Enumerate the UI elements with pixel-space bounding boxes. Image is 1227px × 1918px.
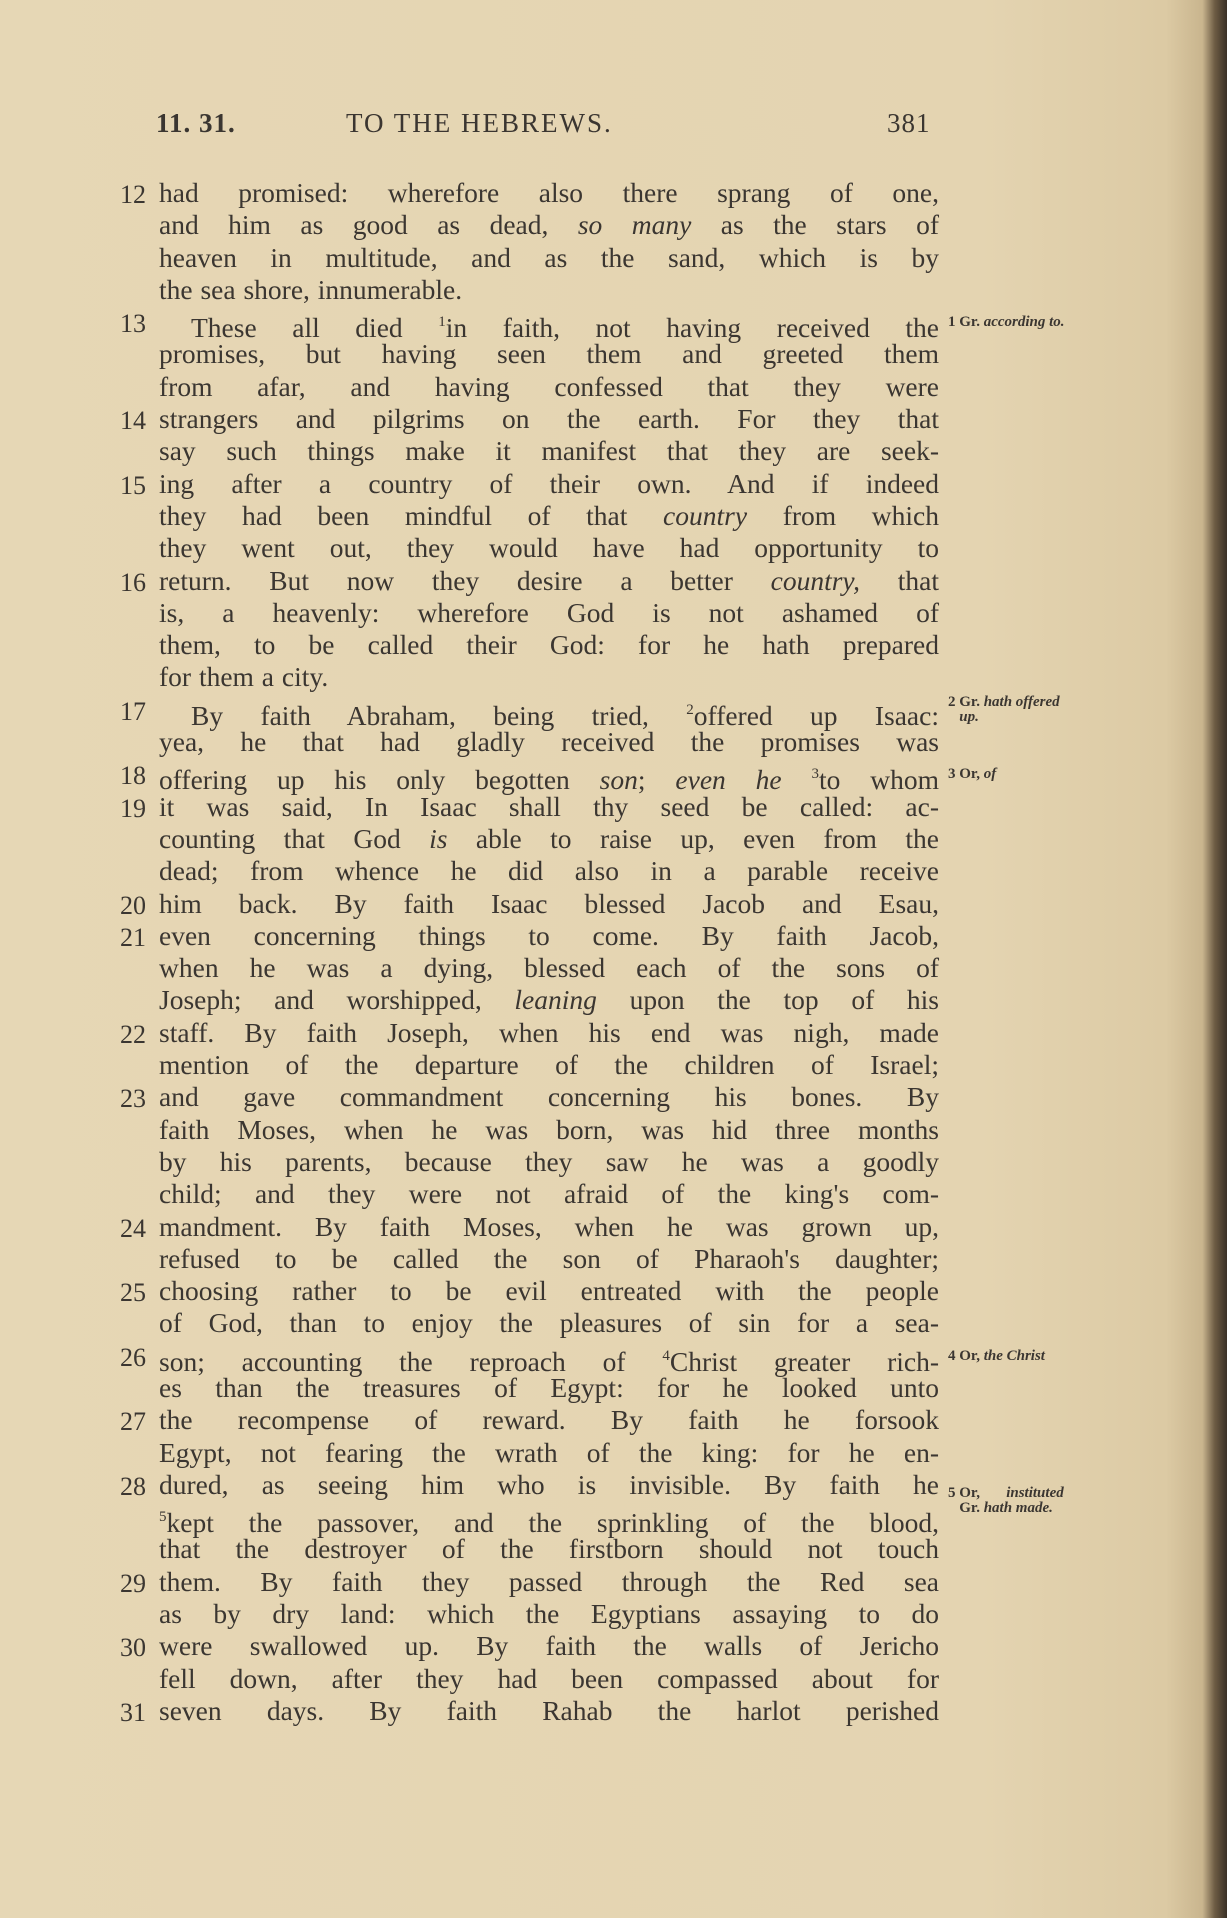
text-segment: it was said, In Isaac shall thy seed be called: ac- [159,790,939,822]
margin-note-text: according to. [983,314,1065,331]
line-text [159,243,939,273]
text-segment: Egypt, not fearing the wrath of the king: for he en- [159,1436,939,1468]
text-line [0,564,1227,596]
line-text [159,792,939,822]
text-segment: ing after a country of their own. And if indeed [159,467,939,499]
text-segment: were swallowed up. By faith the walls of Jericho [159,1630,939,1662]
text-line [0,176,1227,208]
text-segment: upon the top of his [596,984,939,1016]
text-line [0,1339,1227,1377]
line-text [159,1631,939,1661]
line-text [159,824,939,854]
line-text [159,1212,939,1242]
text-segment: to whom [819,764,940,796]
text-segment: child; and they were not afraid of the king's com- [159,1178,939,1210]
line-text [159,1567,939,1597]
line-text [159,856,939,886]
line-text [159,533,939,563]
text-segment: offering up his only begotten [159,764,600,796]
text-line [0,1468,1227,1516]
margin-note-text: the Christ [983,1347,1045,1364]
text-line [0,725,1227,757]
italic-text: leaning [514,984,597,1016]
line-text [159,1244,939,1274]
verse-number: 19 [120,793,146,823]
text-line [0,628,1227,660]
italic-text: country [663,499,748,531]
text-line [0,1565,1227,1597]
text-line [0,370,1227,402]
text-line [0,402,1227,434]
verse-number: 25 [120,1278,146,1308]
line-text [159,1599,939,1629]
line-text [159,598,939,628]
text-line [0,273,1227,305]
text-segment: fell down, after they had been compassed about for [159,1662,939,1694]
line-text [159,275,939,305]
line-text [159,1018,939,1048]
text-line [0,208,1227,240]
line-text [159,1147,939,1177]
footnote-marker: 2 [686,701,694,718]
text-segment: in faith, not having received the [445,312,939,344]
verse-number: 14 [120,406,146,436]
text-segment: es than the treasures of Egypt: for he looked unto [159,1371,939,1403]
line-text [159,953,939,983]
line-text [159,1534,939,1564]
text-segment: faith Moses, when he was born, was hid three months [159,1113,939,1145]
text-line [0,1113,1227,1145]
text-line [0,693,1227,731]
text-segment: refused to be called the son of Pharaoh's daughter; [159,1242,939,1274]
text-line [0,241,1227,273]
verse-number: 29 [120,1568,146,1598]
text-segment: by his parents, because they saw he was a goodly [159,1145,939,1177]
text-segment: promises, but having seen them and greeted them [159,338,939,370]
text-line [0,790,1227,822]
margin-note-text: 5 Or, [948,1484,1007,1501]
line-text [159,1050,939,1080]
text-line [0,1274,1227,1306]
text-line [0,1500,1227,1539]
text-segment: yea, he that had gladly received the promises was [159,726,939,758]
text-line [0,1080,1227,1112]
line-text [159,1308,939,1338]
line-text [159,1115,939,1145]
text-segment: that [860,564,939,596]
verse-number: 22 [120,1019,146,1049]
text-line [0,531,1227,563]
verse-number: 21 [120,922,146,952]
text-segment: staff. By faith Joseph, when his end was nigh, made [159,1016,939,1048]
line-text [159,1082,939,1112]
text-segment: say such things make it manifest that they are seek- [159,435,939,467]
verse-number: 20 [120,890,146,920]
line-text [159,1664,939,1694]
line-text [159,1438,939,1468]
text-segment: is, a heavenly: wherefore God is not ashamed of [159,596,939,628]
line-text [159,1179,939,1209]
line-text [159,404,939,434]
text-segment: when he was a dying, blessed each of the sons of [159,952,939,984]
line-text [159,469,939,499]
text-line [0,1371,1227,1403]
text-line [0,1662,1227,1694]
chapter-verse-reference: 11. 31. [156,108,236,138]
text-segment: By faith Abraham, being tried, [191,699,687,731]
text-segment: him back. By faith Isaac blessed Jacob and Esau, [159,887,939,919]
text-segment: mandment. By faith Moses, when he was grown up, [159,1210,939,1242]
text-segment: them. By faith they passed through the Red sea [159,1565,939,1597]
verse-number: 26 [120,1342,146,1372]
verse-number: 16 [120,567,146,597]
margin-note-text: hath offered up. [959,693,1060,725]
text-segment: ; [637,764,676,796]
text-segment: dured, as seeing him who is invisible. By faith he [159,1468,939,1500]
verse-number: 13 [120,309,146,339]
line-text [159,339,939,369]
text-segment: Joseph; and worshipped, [159,984,515,1016]
line-text [159,436,939,466]
text-line [0,1145,1227,1177]
text-line [0,854,1227,886]
text-segment: and him as good as dead, [159,209,578,241]
line-text [159,889,939,919]
text-segment: able to raise up, even from the [447,822,939,854]
line-text [159,1373,939,1403]
footnote-marker: 1 [438,314,446,331]
footnote-marker: 5 [159,1509,167,1526]
text-line [0,305,1227,344]
verse-number: 28 [120,1471,146,1501]
text-segment: dead; from whence he did also in a parable receive [159,855,939,887]
body-text [0,176,1227,1726]
text-segment: seven days. By faith Rahab the harlot perished [159,1694,939,1726]
text-line [0,887,1227,919]
verse-number: 30 [120,1633,146,1663]
line-text [159,1405,939,1435]
text-line [0,660,1227,692]
text-segment: the sea shore, innumerable. [159,273,463,305]
margin-note [948,1349,1128,1364]
text-segment: even concerning things to come. By faith Jacob, [159,919,939,951]
text-line [0,919,1227,951]
italic-text: even he [675,764,782,796]
text-line [0,1532,1227,1564]
line-text [159,662,939,692]
text-segment: they went out, they would have had opportunity to [159,532,939,564]
italic-text: country, [770,564,860,596]
margin-note-text: instituted [1006,1484,1064,1501]
text-segment: as by dry land: which the Egyptians assaying to do [159,1598,939,1630]
margin-note-text: 3 Or, [948,766,984,783]
line-text [159,985,939,1015]
line-text [159,1276,939,1306]
text-line [0,1694,1227,1726]
text-line [0,596,1227,628]
verse-number: 17 [120,696,146,726]
text-segment: from afar, and having confessed that they were [159,370,939,402]
text-segment: of God, than to enjoy the pleasures of sin for a sea- [159,1307,939,1339]
text-segment: them, to be called their God: for he hath prepared [159,629,939,661]
text-line [0,1306,1227,1338]
italic-text: is [429,822,448,854]
margin-note-text: 4 Or, [948,1347,984,1364]
line-text [159,727,939,757]
text-line [0,822,1227,854]
footnote-marker: 4 [662,1347,670,1364]
text-segment: counting that God [159,822,430,854]
line-text [159,630,939,660]
text-line [0,337,1227,369]
line-text [159,566,939,596]
text-segment: kept the passover, and the sprinkling of the blood, [166,1507,939,1539]
line-text [159,210,939,240]
line-text [159,501,939,531]
text-line [0,1242,1227,1274]
margin-note-text: 1 Gr. [948,314,984,331]
line-text [159,372,939,402]
text-segment: offered up Isaac: [693,699,939,731]
verse-number: 15 [120,470,146,500]
text-segment: and gave commandment concerning his bones. By [159,1081,939,1113]
margin-note [948,767,1128,782]
text-line [0,467,1227,499]
line-text [159,178,939,208]
text-segment: Christ greater rich- [669,1345,939,1377]
verse-number: 18 [120,761,146,791]
text-line [0,983,1227,1015]
text-segment: had promised: wherefore also there sprang of one, [159,177,939,208]
text-line [0,1177,1227,1209]
verse-number: 24 [120,1213,146,1243]
line-text [159,921,939,951]
text-line [0,951,1227,983]
margin-note-text: of [983,766,997,783]
text-segment: These all died [191,312,439,344]
text-segment: as the stars of [691,209,939,241]
verse-number: 27 [120,1407,146,1437]
text-segment: son; accounting the reproach of [159,1345,663,1377]
text-line [0,1629,1227,1661]
text-line [0,499,1227,531]
text-segment: they had been mindful of that [159,499,664,531]
verse-number: 31 [120,1697,146,1727]
text-segment: mention of the departure of the children of Israel; [159,1049,939,1081]
italic-text: so many [577,209,692,241]
footnote-marker: 3 [811,766,820,783]
text-line [0,757,1227,796]
margin-note-text: hath made. [983,1499,1053,1516]
line-text [159,1696,939,1726]
margin-note-text: 2 Gr. [948,693,984,710]
text-segment: for them a city. [159,661,329,693]
text-line [0,1210,1227,1242]
verse-number: 12 [120,180,146,209]
text-segment: heaven in multitude, and as the sand, which is by [159,241,939,273]
text-line [0,1048,1227,1080]
italic-text: son [599,764,638,796]
text-line [0,434,1227,466]
margin-note [948,695,1128,725]
margin-note-text: Gr. [959,1499,980,1516]
page-number: 381 [887,108,931,138]
text-segment: the recompense of reward. By faith he forsook [159,1404,939,1436]
line-text [159,1470,939,1500]
margin-note [948,315,1128,330]
text-segment: return. But now they desire a better [159,564,771,596]
text-line [0,1597,1227,1629]
verse-number: 23 [120,1084,146,1114]
text-segment: choosing rather to be evil entreated with the people [159,1275,939,1307]
text-line [0,1436,1227,1468]
text-segment: that the destroyer of the firstborn should not touch [159,1533,939,1565]
book-title: TO THE HEBREWS. [346,108,613,138]
text-line [0,1403,1227,1435]
running-header [0,108,1227,148]
text-line [0,1016,1227,1048]
text-segment: strangers and pilgrims on the earth. For they that [159,403,939,435]
text-segment: from which [747,499,939,531]
